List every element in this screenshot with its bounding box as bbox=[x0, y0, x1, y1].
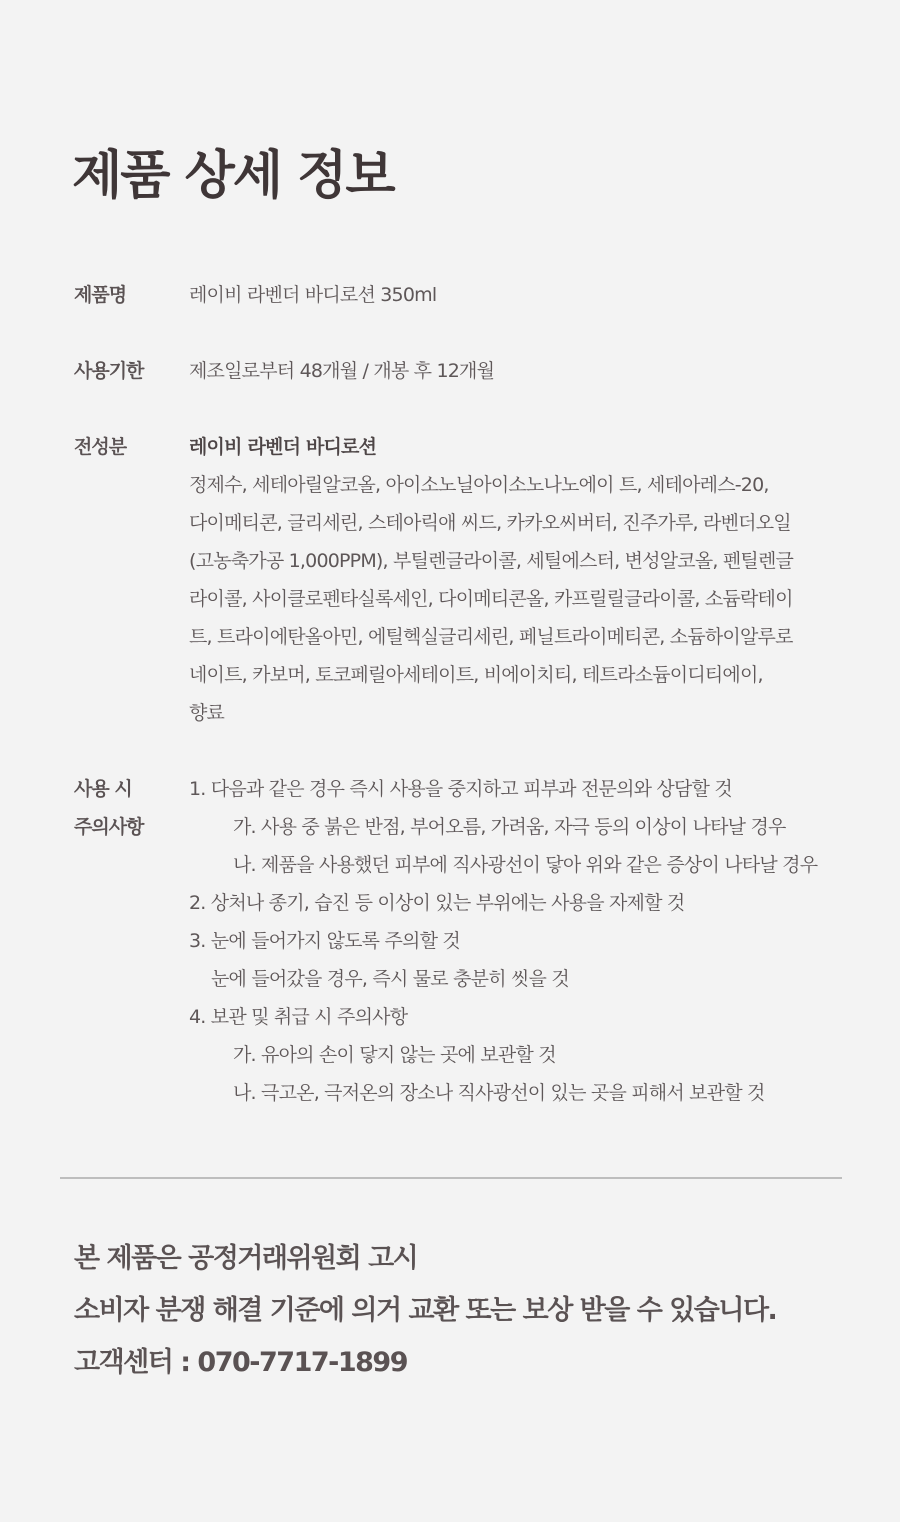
notice-line: 소비자 분쟁 해결 기준에 의거 교환 또는 보상 받을 수 있습니다. bbox=[74, 1295, 777, 1326]
page-title: 제품 상세 정보 bbox=[72, 146, 394, 206]
ingredients-product-name: 레이비 라벤더 바디로션 bbox=[189, 436, 377, 458]
ingredients-label: 전성분 bbox=[74, 436, 127, 458]
section-divider bbox=[60, 1177, 842, 1179]
product-name-label: 제품명 bbox=[74, 284, 127, 306]
ingredients-value bbox=[189, 428, 849, 732]
ingredient-line: 향료 bbox=[189, 702, 225, 724]
product-name-value: 레이비 라벤더 바디로션 350ml bbox=[189, 284, 437, 306]
precaution-subitem: 나. 제품을 사용했던 피부에 직사광선이 닿아 위와 같은 증상이 나타날 경우 bbox=[233, 854, 818, 876]
precautions-label: 사용 시 주의사항 bbox=[74, 778, 144, 838]
ingredient-line: 정제수, 세테아릴알코올, 아이소노닐아이소노나노에이 트, 세테아레스-20, bbox=[189, 474, 769, 496]
precaution-item: 2. 상처나 종기, 습진 등 이상이 있는 부위에는 사용을 자제할 것 bbox=[189, 892, 685, 914]
consumer-notice bbox=[74, 1233, 864, 1389]
precautions-row bbox=[74, 770, 854, 1112]
ingredient-line: 다이메티콘, 글리세린, 스테아릭애 씨드, 카카오씨버터, 진주가루, 라벤더오일 bbox=[189, 512, 791, 534]
precaution-item: 4. 보관 및 취급 시 주의사항 bbox=[189, 1006, 408, 1028]
expiry-label: 사용기한 bbox=[74, 360, 144, 382]
precaution-subitem: 가. 사용 중 붉은 반점, 부어오름, 가려움, 자극 등의 이상이 나타날 경우 bbox=[233, 816, 786, 838]
ingredient-line: 라이콜, 사이클로펜타실록세인, 다이메티콘올, 카프릴릴글라이콜, 소듐락테이 bbox=[189, 588, 793, 610]
customer-center-line: 고객센터 : 070-7717-1899 bbox=[74, 1347, 407, 1378]
expiry-value: 제조일로부터 48개월 / 개봉 후 12개월 bbox=[189, 360, 495, 382]
precaution-item: 1. 다음과 같은 경우 즉시 사용을 중지하고 피부과 전문의와 상담할 것 bbox=[189, 778, 732, 800]
ingredient-line: 네이트, 카보머, 토코페릴아세테이트, 비에이치티, 테트라소듐이디티에이, bbox=[189, 664, 763, 686]
precaution-subitem: 눈에 들어갔을 경우, 즉시 물로 충분히 씻을 것 bbox=[211, 968, 569, 990]
expiry-row bbox=[74, 352, 854, 390]
precautions-list bbox=[189, 770, 849, 1112]
ingredient-line: (고농축가공 1,000PPM), 부틸렌글라이콜, 세틸에스터, 변성알코올, 펜틸렌글 bbox=[189, 550, 794, 572]
product-name-row bbox=[74, 276, 854, 314]
ingredients-row bbox=[74, 428, 854, 732]
precaution-subitem: 가. 유아의 손이 닿지 않는 곳에 보관할 것 bbox=[233, 1044, 556, 1066]
precaution-subitem: 나. 극고온, 극저온의 장소나 직사광선이 있는 곳을 피해서 보관할 것 bbox=[233, 1082, 765, 1104]
precaution-item: 3. 눈에 들어가지 않도록 주의할 것 bbox=[189, 930, 460, 952]
ingredient-line: 트, 트라이에탄올아민, 에틸헥실글리세린, 페닐트라이메티콘, 소듐하이알루로 bbox=[189, 626, 793, 648]
notice-line: 본 제품은 공정거래위원회 고시 bbox=[74, 1243, 418, 1274]
